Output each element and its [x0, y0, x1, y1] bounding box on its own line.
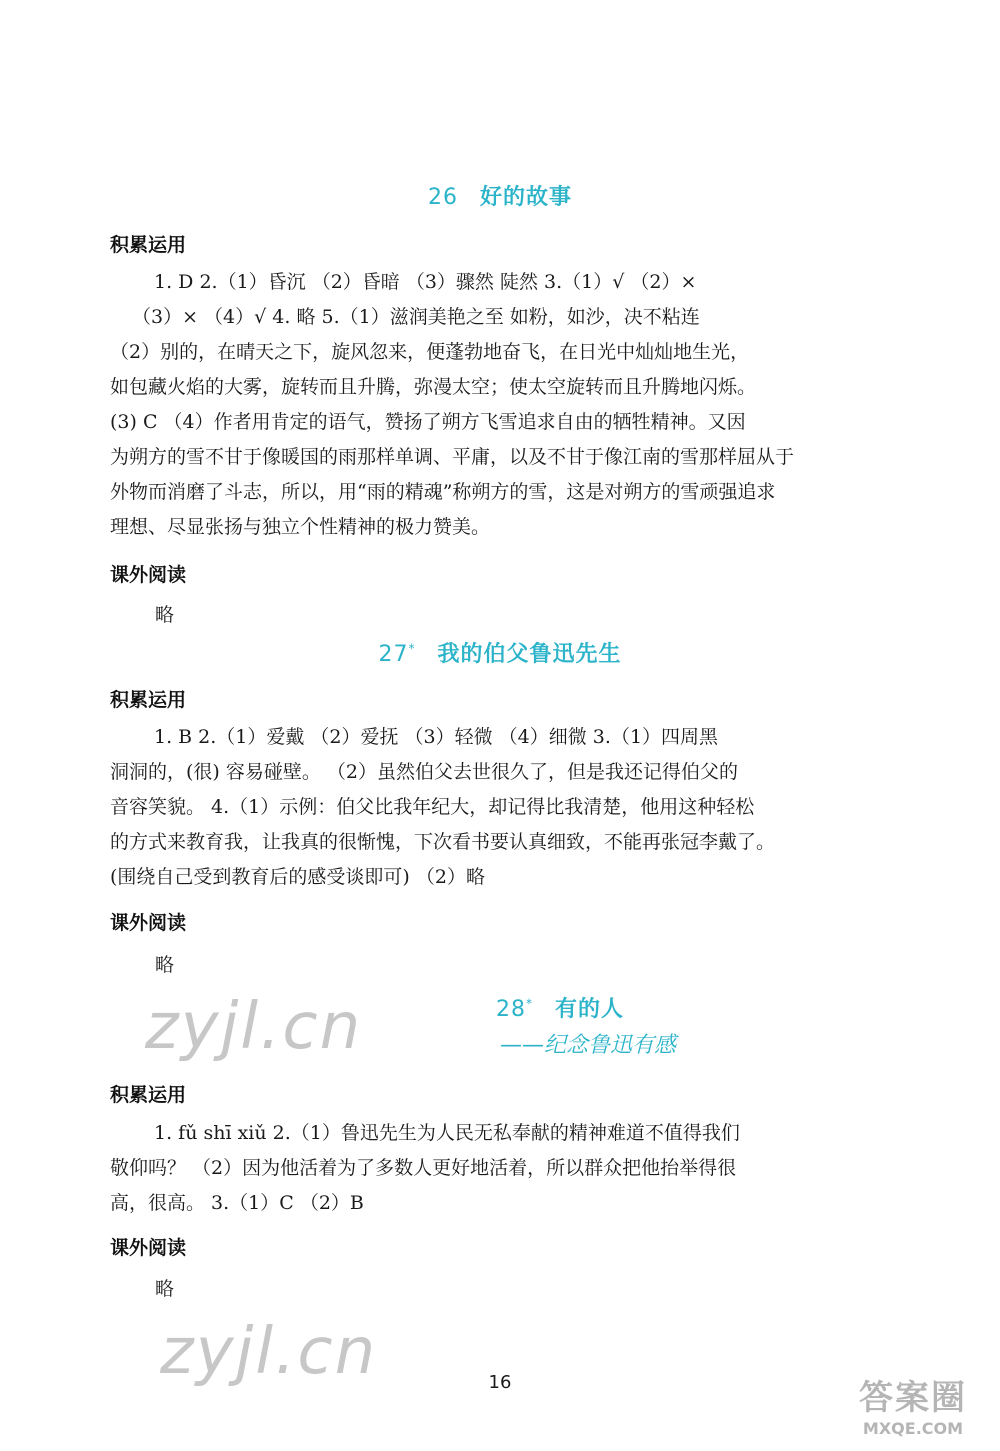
watermark-text: zyjl.cn — [160, 1315, 378, 1389]
answers-27 — [110, 720, 890, 895]
reading-answer-27: 略 — [155, 954, 175, 976]
answer-line: 敬仰吗？ （2）因为他活着为了多数人更好地活着，所以群众把他抬举得很 — [110, 1157, 737, 1179]
answer-line: 1. B 2.（1）爱戴 （2）爱抚 （3）轻微 （4）细微 3.（1）四周黑 — [154, 726, 719, 748]
section-title-27: 27* 我的伯父鲁迅先生 — [378, 641, 622, 667]
page-number: 16 — [488, 1372, 512, 1393]
answer-line: 如包藏火焰的大雾，旋转而且升腾，弥漫太空；使太空旋转而且升腾地闪烁。 — [110, 376, 757, 398]
logo-domain: MXQE.COM — [862, 1419, 964, 1438]
answer-line: 理想、尽显张扬与独立个性精神的极力赞美。 — [110, 516, 491, 538]
heading-accumulation-28: 积累运用 — [110, 1084, 187, 1106]
answer-line: 1. fǔ shī xiǔ 2.（1）鲁迅先生为人民无私奉献的精神难道不值得我们 — [154, 1122, 740, 1144]
section-title-28: 28* 有的人 — [495, 996, 624, 1022]
answer-line: 为朔方的雪不甘于像暖国的雨那样单调、平庸，以及不甘于像江南的雪那样屈从于 — [110, 446, 795, 468]
section-subtitle-28: ——纪念鲁迅有感 — [500, 1033, 677, 1058]
answer-line: （3）× （4）√ 4. 略 5.（1）滋润美艳之至 如粉，如沙，决不粘连 — [132, 306, 700, 328]
site-logo — [838, 1378, 988, 1444]
watermark-text: zyjl.cn — [145, 990, 363, 1064]
heading-accumulation-26: 积累运用 — [110, 234, 187, 256]
answer-line: 洞洞的，(很) 容易碰壁。 （2）虽然伯父去世很久了，但是我还记得伯父的 — [110, 761, 738, 783]
heading-reading-26: 课外阅读 — [110, 564, 187, 586]
logo-text: 答案圈 — [859, 1378, 967, 1418]
reading-answer-26: 略 — [155, 604, 175, 626]
answer-line: 1. D 2.（1）昏沉 （2）昏暗 （3）骤然 陡然 3.（1）√ （2）× — [154, 271, 697, 293]
answer-line: 高，很高。 3.（1）C （2）B — [110, 1192, 364, 1214]
heading-accumulation-27: 积累运用 — [110, 689, 187, 711]
answer-line: (3) C （4）作者用肯定的语气，赞扬了朔方飞雪追求自由的牺牲精神。又因 — [110, 411, 746, 433]
reading-answer-28: 略 — [155, 1278, 175, 1300]
heading-reading-27: 课外阅读 — [110, 912, 187, 934]
answer-line: 音容笑貌。 4.（1）示例：伯父比我年纪大，却记得比我清楚，他用这种轻松 — [110, 796, 755, 818]
answer-line: （2）别的，在晴天之下，旋风忽来，便蓬勃地奋飞，在日光中灿灿地生光， — [110, 341, 750, 363]
heading-reading-28: 课外阅读 — [110, 1237, 187, 1259]
answer-line: 外物而消磨了斗志，所以，用“雨的精魂”称朔方的雪，这是对朔方的雪顽强追求 — [110, 481, 776, 503]
answers-28 — [110, 1116, 890, 1221]
answers-26 — [110, 265, 890, 545]
answer-line: 的方式来教育我，让我真的很惭愧，下次看书要认真细致，不能再张冠李戴了。 — [110, 831, 776, 853]
section-title-26: 26 好的故事 — [427, 185, 572, 210]
answer-line: (围绕自己受到教育后的感受谈即可) （2）略 — [110, 866, 485, 888]
